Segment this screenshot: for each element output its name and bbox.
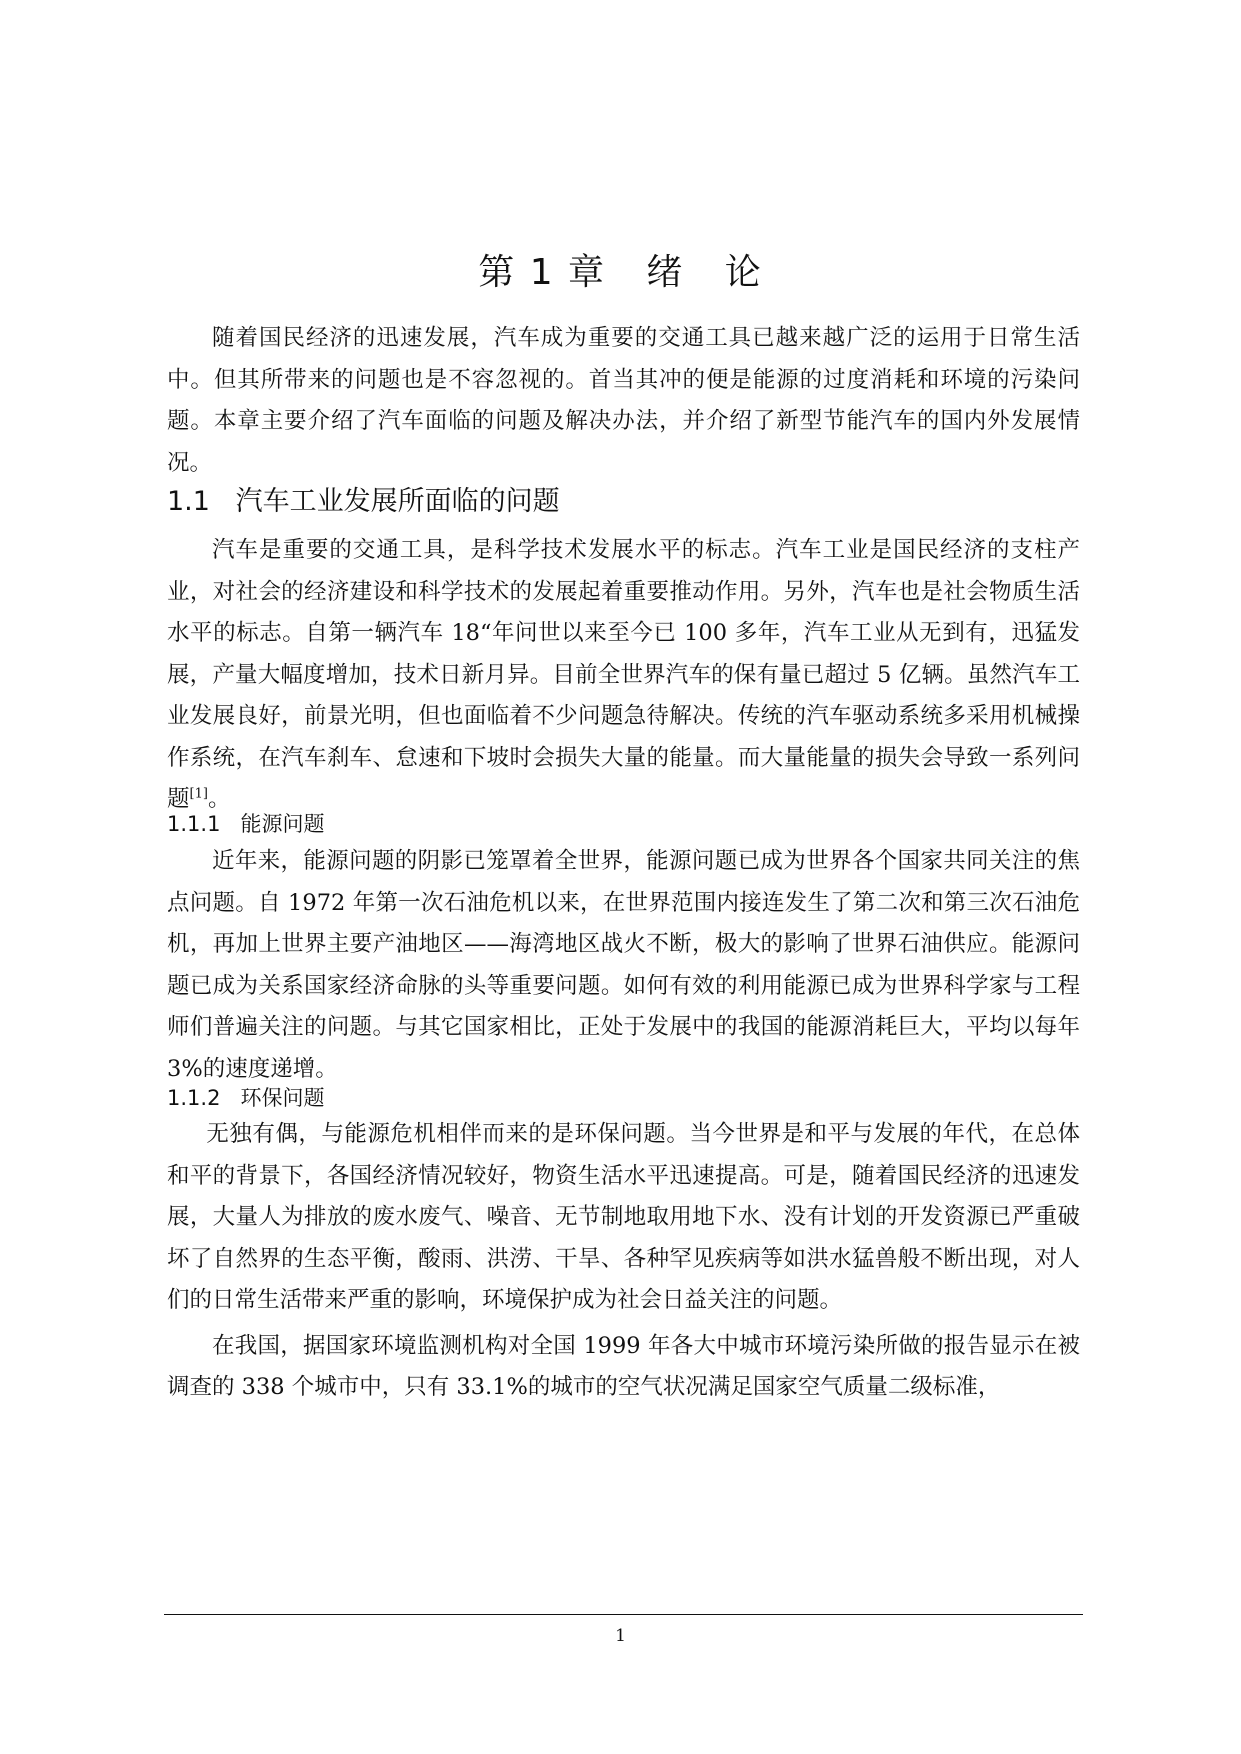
section-1-1-body bbox=[167, 530, 1080, 821]
intro-paragraph: 随着国民经济的迅速发展，汽车成为重要的交通工具已越来越广泛的运用于日常生活中。但其所带来的问题也是不容忽视的。首当其冲的便是能源的过度消耗和环境的污染问题。本章主要介绍了汽车面临的问题及解决办法，并介绍了新型节能汽车的国内外发展情况。 bbox=[167, 325, 1080, 476]
chapter-title: 第 1 章 绪 论 bbox=[478, 252, 763, 293]
citation-reference[interactable]: [1] bbox=[189, 786, 208, 802]
section-1-1-2-paragraph-1: 无独有偶，与能源危机相伴而来的是环保问题。当今世界是和平与发展的年代，在总体和平的背景下，各国经济情况较好，物资生活水平迅速提高。可是，随着国民经济的迅速发展，大量人为排放的废水废气、噪音、无节制地取用地下水、没有计划的开发资源已严重破坏了自然界的生态平衡，酸雨、洪涝、干旱、各种罕见疾病等如洪水猛兽般不断出现，对人们的日常生活带来严重的影响，环境保护成为社会日益关注的问题。 bbox=[167, 1121, 1080, 1313]
section-heading-1-1: 1.1 汽车工业发展所面临的问题 bbox=[167, 486, 560, 517]
section-1-1-text: 汽车是重要的交通工具，是科学技术发展水平的标志。汽车工业是国民经济的支柱产业，对社会的经济建设和科学技术的发展起着重要推动作用。另外，汽车也是社会物质生活水平的标志。自第一辆汽车 18“年问世以来至今已 100 多年，汽车工业从无到有，迅猛发展，产量大幅度增加，技术日新月异。目前全世界汽车的保有量已超过 5 亿辆。虽然汽车工业发展良好，前景光明，但也面临着不少问题急待解决。传统的汽车驱动系统多采用机械操作系统，在汽车刹车、怠速和下坡时会损失大量的能量。而大量能量的损失会导致一系列问题 bbox=[167, 537, 1080, 812]
section-1-1-paragraph bbox=[167, 530, 1080, 821]
intro-section bbox=[167, 318, 1080, 484]
footer-divider bbox=[164, 1614, 1083, 1615]
page-number: 1 bbox=[615, 1626, 626, 1646]
section-1-1-1-paragraph: 近年来，能源问题的阴影已笼罩着全世界，能源问题已成为世界各个国家共同关注的焦点问题。自 1972 年第一次石油危机以来，在世界范围内接连发生了第二次和第三次石油危机，再加上世界主要产油地区——海湾地区战火不断，极大的影响了世界石油供应。能源问题已成为关系国家经济命脉的头等重要问题。如何有效的利用能源已成为世界科学家与工程师们普遍关注的问题。与其它国家相比，正处于发展中的我国的能源消耗巨大，平均以每年 3%的速度递增。 bbox=[167, 848, 1080, 1082]
section-1-1-2-paragraph-2: 在我国，据国家环境监测机构对全国 1999 年各大中城市环境污染所做的报告显示在被调查的 338 个城市中，只有 33.1%的城市的空气状况满足国家空气质量二级标准， bbox=[167, 1332, 1080, 1400]
section-1-1-2-body bbox=[167, 1114, 1080, 1409]
section-heading-1-1-2: 1.1.2 环保问题 bbox=[167, 1086, 325, 1110]
section-1-1-text-end: 。 bbox=[207, 786, 231, 812]
section-heading-1-1-1: 1.1.1 能源问题 bbox=[167, 812, 325, 836]
section-1-1-1-body bbox=[167, 841, 1080, 1090]
